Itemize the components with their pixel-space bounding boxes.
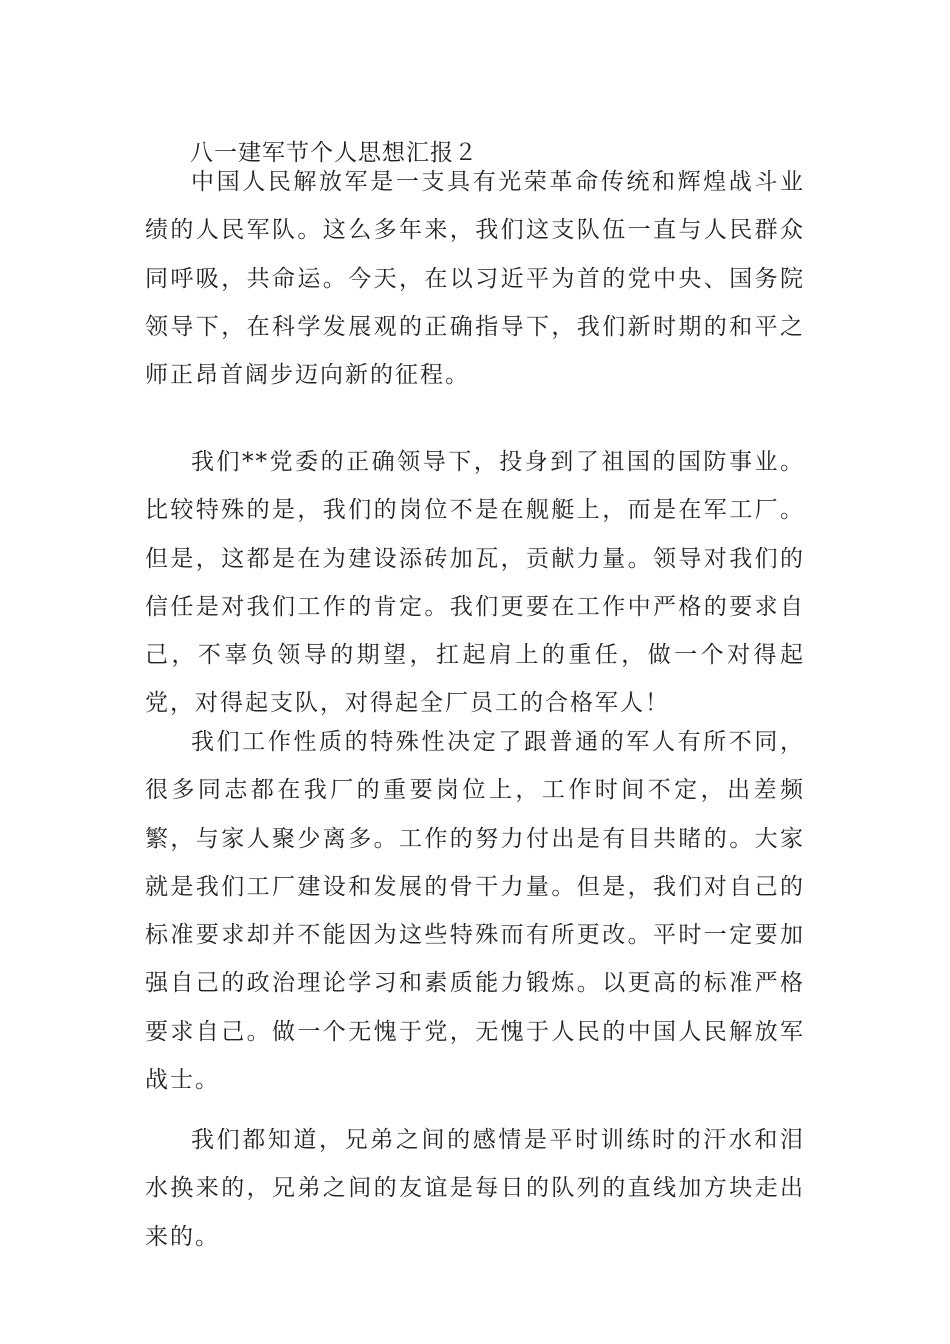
paragraph-4: 我们都知道，兄弟之间的感情是平时训练时的汗水和泪水换来的，兄弟之间的友谊是每日的队列的直线加方块走出来的。 [145,1127,805,1250]
paragraph-1: 中国人民解放军是一支具有光荣革命传统和辉煌战斗业绩的人民军队。这么多年来，我们这支队伍一直与人民群众同呼吸，共命运。今天，在以习近平为首的党中央、国务院领导下，在科学发展观的正确指导下，我们新时期的和平之师正昂首阔步迈向新的征程。 [145,169,805,389]
document-title: 八一建军节个人思想汇报２ [190,140,478,166]
paragraph-2: 我们**党委的正确领导下，投身到了祖国的国防事业。比较特殊的是，我们的岗位不是在舰艇上，而是在军工厂。但是，这都是在为建设添砖加瓦，贡献力量。领导对我们的信任是对我们工作的肯定。我们更要在工作中严格的要求自己，不辜负领导的期望，扛起肩上的重任，做一个对得起党，对得起支队，对得起全厂员工的合格军人！ [145,449,805,717]
paragraph-3: 我们工作性质的特殊性决定了跟普通的军人有所不同，很多同志都在我厂的重要岗位上，工作时间不定，出差频繁，与家人聚少离多。工作的努力付出是有目共睹的。大家就是我们工厂建设和发展的骨干力量。但是，我们对自己的标准要求却并不能因为这些特殊而有所更改。平时一定要加强自己的政治理论学习和素质能力锻炼。以更高的标准严格要求自己。做一个无愧于党，无愧于人民的中国人民解放军战士。 [145,729,805,1094]
